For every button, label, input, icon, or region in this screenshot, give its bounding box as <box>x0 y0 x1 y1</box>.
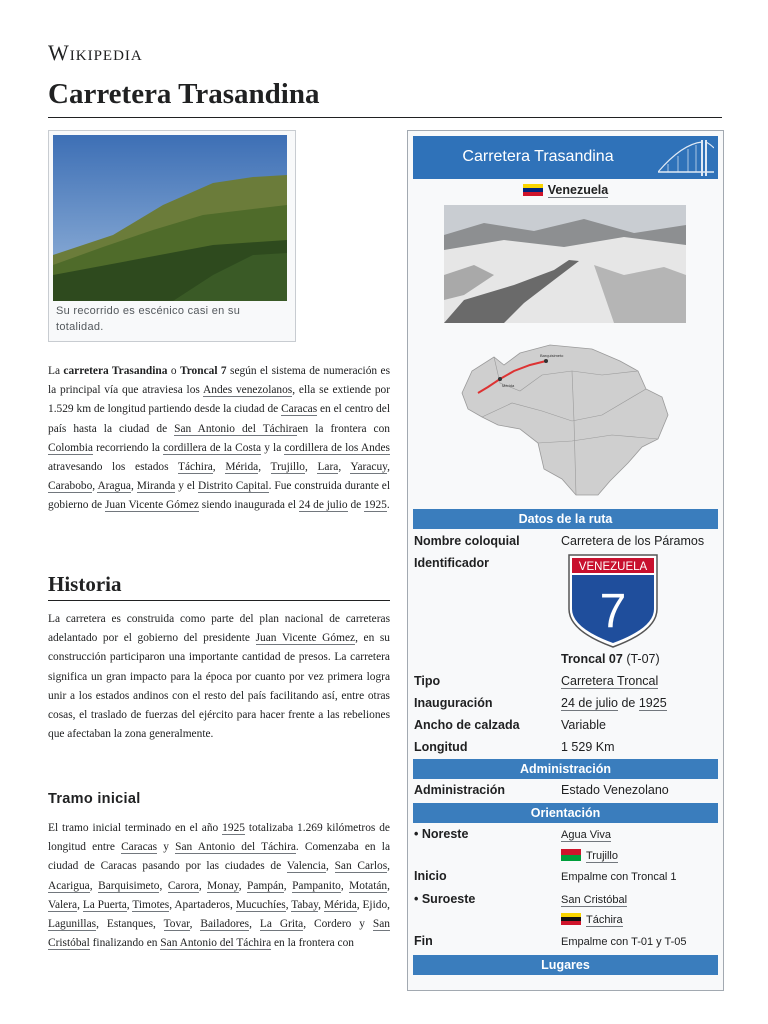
link-carora[interactable]: Carora <box>167 879 199 892</box>
link-cordillera-costa[interactable]: cordillera de la Costa <box>163 441 262 454</box>
section-heading-tramo-inicial: Tramo inicial <box>48 791 141 807</box>
link-carretera-troncal[interactable]: Carretera Troncal <box>561 674 659 688</box>
value-fin: Empalme con T-01 y T-05 <box>561 936 687 948</box>
link-juan-vicente-gomez[interactable]: Juan Vicente Gómez <box>255 632 356 645</box>
value-inauguracion: 24 de julio de 1925 <box>561 696 667 710</box>
label-administracion: Administración <box>414 783 505 797</box>
link-timotes[interactable]: Timotes <box>132 898 170 911</box>
value-ancho-calzada: Variable <box>561 718 606 732</box>
section-administracion: Administración <box>413 759 718 779</box>
link-san-antonio[interactable]: San Antonio del Táchira <box>174 422 298 435</box>
link-mucuchies[interactable]: Mucuchíes <box>235 898 286 911</box>
value-suroeste-place <box>561 894 627 906</box>
value-tipo <box>561 674 658 688</box>
link-andes[interactable]: Andes venezolanos <box>203 384 293 397</box>
link-tabay[interactable]: Tabay <box>291 898 319 911</box>
link-tovar[interactable]: Tovar <box>163 918 190 931</box>
link-san-cristobal[interactable]: San Cristóbal <box>561 894 628 906</box>
link-merida[interactable]: Mérida <box>225 461 259 474</box>
image-caption: Su recorrido es escénico casi en su totalidad. <box>56 305 241 333</box>
link-1925[interactable]: 1925 <box>638 696 667 710</box>
infobox <box>407 130 724 991</box>
section-route-data: Datos de la ruta <box>413 509 718 529</box>
infobox-title: Carretera Trasandina <box>462 148 614 165</box>
link-valera[interactable]: Valera <box>48 898 78 911</box>
link-24-julio[interactable]: 24 de julio <box>561 696 618 710</box>
link-24-julio[interactable]: 24 de julio <box>298 499 348 512</box>
label-ancho-calzada: Ancho de calzada <box>414 718 520 732</box>
link-aragua[interactable]: Aragua <box>97 480 131 493</box>
value-troncal: Troncal 07 (T-07) <box>561 652 660 666</box>
link-barquisimeto[interactable]: Barquisimeto <box>98 879 160 892</box>
link-san-antonio[interactable]: San Antonio del Táchira <box>160 937 272 950</box>
link-la-puerta[interactable]: La Puerta <box>82 898 127 911</box>
section-heading-historia: Historia <box>48 572 122 596</box>
link-monay[interactable]: Monay <box>207 879 239 892</box>
shield-country-text: VENEZUELA <box>578 561 648 573</box>
value-nombre-coloquial: Carretera de los Páramos <box>561 534 705 548</box>
link-distrito-capital[interactable]: Distrito Capital <box>197 480 269 493</box>
shield-number-text: 7 <box>599 585 627 638</box>
link-trujillo[interactable]: Trujillo <box>270 461 305 474</box>
value-noreste-place <box>561 829 611 841</box>
page-title: Carretera Trasandina <box>48 78 320 110</box>
trujillo-flag-icon <box>561 849 581 861</box>
link-juan-vicente-gomez[interactable]: Juan Vicente Gómez <box>104 499 199 512</box>
section-orientacion: Orientación <box>413 803 718 823</box>
link-san-carlos[interactable]: San Carlos <box>334 860 388 873</box>
label-identificador: Identificador <box>414 556 490 570</box>
map-label-barquisimeto: Barquisimeto <box>540 353 564 358</box>
article-thumbnail <box>48 130 296 342</box>
link-pampanito[interactable]: Pampanito <box>292 879 341 892</box>
link-tachira[interactable]: Táchira <box>586 914 623 926</box>
link-la-grita[interactable]: La Grita <box>259 918 304 931</box>
venezuela-flag-icon <box>523 184 543 196</box>
value-noreste-state <box>561 849 618 862</box>
link-san-cristobal[interactable]: San Cristóbal <box>48 918 390 950</box>
section-divider <box>48 600 390 601</box>
label-nombre-coloquial: Nombre coloquial <box>414 534 520 548</box>
link-lara[interactable]: Lara <box>317 461 339 474</box>
value-inicio: Empalme con Troncal 1 <box>561 871 677 883</box>
link-1925[interactable]: 1925 <box>222 822 245 834</box>
link-yaracuy[interactable]: Yaracuy <box>350 461 388 474</box>
link-1925[interactable]: 1925 <box>364 499 387 512</box>
link-colombia[interactable]: Colombia <box>48 441 93 454</box>
section-lugares: Lugares <box>413 955 718 975</box>
label-longitud: Longitud <box>414 740 468 754</box>
route-shield-icon <box>565 553 661 649</box>
label-fin: Fin <box>414 934 433 948</box>
infobox-country <box>408 183 723 197</box>
link-caracas[interactable]: Caracas <box>281 403 318 416</box>
label-suroeste: • Suroeste <box>414 892 476 906</box>
link-merida[interactable]: Mérida <box>323 898 357 911</box>
link-miranda[interactable]: Miranda <box>136 480 176 493</box>
bridge-icon <box>658 138 714 178</box>
link-pampan[interactable]: Pampán <box>247 879 284 892</box>
link-lagunillas[interactable]: Lagunillas <box>48 918 97 931</box>
road-photo[interactable] <box>444 205 686 323</box>
link-bailadores[interactable]: Bailadores <box>200 918 250 931</box>
label-noreste: • Noreste <box>414 827 469 841</box>
mountain-photo[interactable] <box>53 135 287 301</box>
value-longitud: 1 529 Km <box>561 740 615 754</box>
link-san-antonio[interactable]: San Antonio del Táchira <box>175 841 296 854</box>
value-suroeste-state <box>561 913 623 926</box>
link-acarigua[interactable]: Acarigua <box>48 879 90 892</box>
link-motatan[interactable]: Motatán <box>349 879 388 892</box>
label-tipo: Tipo <box>414 674 441 688</box>
link-cordillera-andes[interactable]: cordillera de los Andes <box>284 441 390 454</box>
tachira-flag-icon <box>561 913 581 925</box>
link-agua-viva[interactable]: Agua Viva <box>561 829 611 841</box>
intro-paragraph: La carretera Trasandina o Troncal 7 según el sistema de numeración es la principal vía que atraviesa los Andes venezolanos, ella se extiende por 1.529 km de longitud partiendo desde la ciudad de Caracas en el centro del país hasta la ciudad de San Antonio del Táchiraen la frontera con Colombia recorriendo la cordillera de la Costa y la cordillera de los Andes atravesando los estados Táchira, Mérida, Trujillo, Lara, Yaracuy, Carabobo, Aragua, Miranda y el Distrito Capital. Fue construida durante el gobierno de Juan Vicente Gómez siendo inaugurada el 24 de julio de 1925. <box>48 365 391 512</box>
link-tachira[interactable]: Táchira <box>178 461 213 474</box>
historia-paragraph: La carretera es construida como parte del plan nacional de carreteras adelantado por el gobierno del presidente Juan Vicente Gómez, en su construcción participaron una importante cantidad de presos. La carretera significa un gran impacto para la época por cuanto por vez primera logra unir a los estados andinos con el resto del país facilitando así, entre otras cosas, el traslado de fuerzas del ejército para hacer frente a las rebeliones que afectaban la zona generalmente. <box>48 613 390 741</box>
link-carabobo[interactable]: Carabobo <box>48 480 93 493</box>
label-inauguracion: Inauguración <box>414 696 493 710</box>
value-administracion: Estado Venezolano <box>561 783 669 797</box>
link-caracas[interactable]: Caracas <box>121 841 158 854</box>
wikipedia-logo[interactable]: Wikipedia <box>48 40 143 65</box>
venezuela-route-map[interactable] <box>442 331 690 499</box>
tramo-paragraph: El tramo inicial terminado en el año 1925 totalizaba 1.269 kilómetros de longitud entre Caracas y San Antonio del Táchira. Comenzaba en la ciudad de Caracas pasando por las ciudades de Valencia, San Carlos, Acarigua, Barquisimeto, Carora, Monay, Pampán, Pampanito, Motatán, Valera, La Puerta, Timotes, Apartaderos, Mucuchíes, Tabay, Mérida, Ejido, Lagunillas, Estanques, Tovar, Bailadores, La Grita, Cordero y San Cristóbal finalizando en San Antonio del Táchira en la frontera con <box>48 822 390 950</box>
link-valencia[interactable]: Valencia <box>286 860 326 873</box>
link-trujillo[interactable]: Trujillo <box>586 850 618 862</box>
label-inicio: Inicio <box>414 869 447 883</box>
country-link[interactable]: Venezuela <box>547 183 609 197</box>
infobox-header <box>413 136 718 179</box>
map-label-merida: Mérida <box>502 383 515 388</box>
title-divider <box>48 117 722 118</box>
